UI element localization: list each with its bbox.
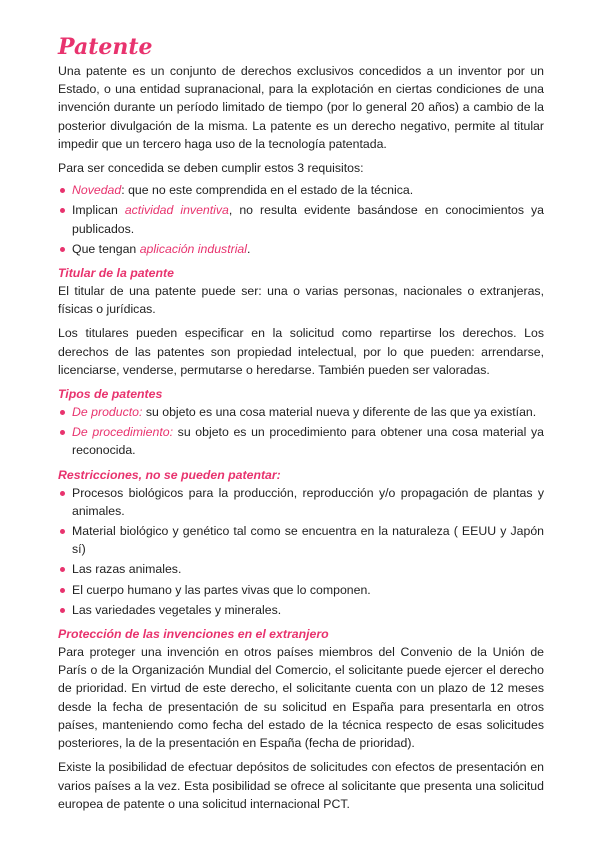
document-page (58, 34, 544, 819)
intro-paragraph: Una patente es un conjunto de derechos exclusivos concedidos a un inventor por un Estado, o una entidad supranacional, para la explotación en ciertas condiciones de una invención durante un período limitado de tiempo (por lo general 20 años) a cambio de la posterior divulgación de la misma. La patente es un derecho negativo, permite al titular impedir que un tercero haga uso de la tecnología patentada. (58, 64, 544, 151)
section-heading-restricciones: Restricciones, no se pueden patentar: (58, 467, 281, 482)
list-item: De procedimiento: su objeto es un procedimiento para obtener una cosa material ya reconocida. (58, 423, 544, 459)
bullet-icon (60, 208, 65, 213)
restricciones-list (58, 484, 544, 619)
section-heading-titular: Titular de la patente (58, 266, 174, 281)
tipos-list (58, 403, 544, 460)
bullet-icon (60, 430, 65, 435)
section-heading-proteccion: Protección de las invenciones en el extranjero (58, 627, 329, 642)
list-item: Implican actividad inventiva, no resulta evidente basándose en conocimientos ya publicados. (58, 201, 544, 237)
list-item: Procesos biológicos para la producción, reproducción y/o propagación de plantas y animales. (58, 484, 544, 520)
bullet-icon (60, 529, 65, 534)
list-item: Novedad: que no este comprendida en el estado de la técnica. (58, 181, 544, 199)
list-item: El cuerpo humano y las partes vivas que lo componen. (58, 581, 544, 599)
requisitos-list (58, 181, 544, 258)
page-title: Patente (58, 34, 153, 60)
proteccion-paragraph-1: Para proteger una invención en otros países miembros del Convenio de la Unión de París o de la Organización Mundial del Comercio, el solicitante puede ejercer el derecho de prioridad. En virtud de este derecho, el solicitante cuenta con un plazo de 12 meses desde la fecha de presentación de su solicitud en España para presentarla en otros países, manteniendo como fecha del estado de la técnica respecto de esas solicitudes posteriores, la de la presentación en España (fecha de prioridad). (58, 645, 544, 751)
list-item: Que tengan aplicación industrial. (58, 240, 544, 258)
bullet-icon (60, 608, 65, 613)
bullet-icon (60, 588, 65, 593)
bullet-icon (60, 410, 65, 415)
proteccion-paragraph-2: Existe la posibilidad de efectuar depósitos de solicitudes con efectos de presentación en varios países a la vez. Esta posibilidad se ofrece al solicitante que presenta una solicitud europea de patente o una solicitud internacional PCT. (58, 760, 544, 811)
bullet-icon (60, 491, 65, 496)
titular-paragraph-2: Los titulares pueden especificar en la solicitud como repartirse los derechos. Los derechos de las patentes son propiedad intelectual, por lo que pueden: arrendarse, licenciarse, venderse, permutarse o heredarse. También pueden ser valoradas. (58, 326, 544, 377)
bullet-icon (60, 247, 65, 252)
list-item: Las razas animales. (58, 560, 544, 578)
titular-paragraph-1: El titular de una patente puede ser: una o varias personas, nacionales o extranjeras, físicas o jurídicas. (58, 284, 544, 317)
requisitos-intro: Para ser concedida se deben cumplir estos 3 requisitos: (58, 161, 364, 176)
bullet-icon (60, 188, 65, 193)
section-heading-tipos: Tipos de patentes (58, 387, 163, 402)
list-item: Material biológico y genético tal como se encuentra en la naturaleza ( EEUU y Japón sí) (58, 522, 544, 558)
bullet-icon (60, 567, 65, 572)
list-item: De producto: su objeto es una cosa material nueva y diferente de las que ya existían. (58, 403, 544, 421)
list-item: Las variedades vegetales y minerales. (58, 601, 544, 619)
